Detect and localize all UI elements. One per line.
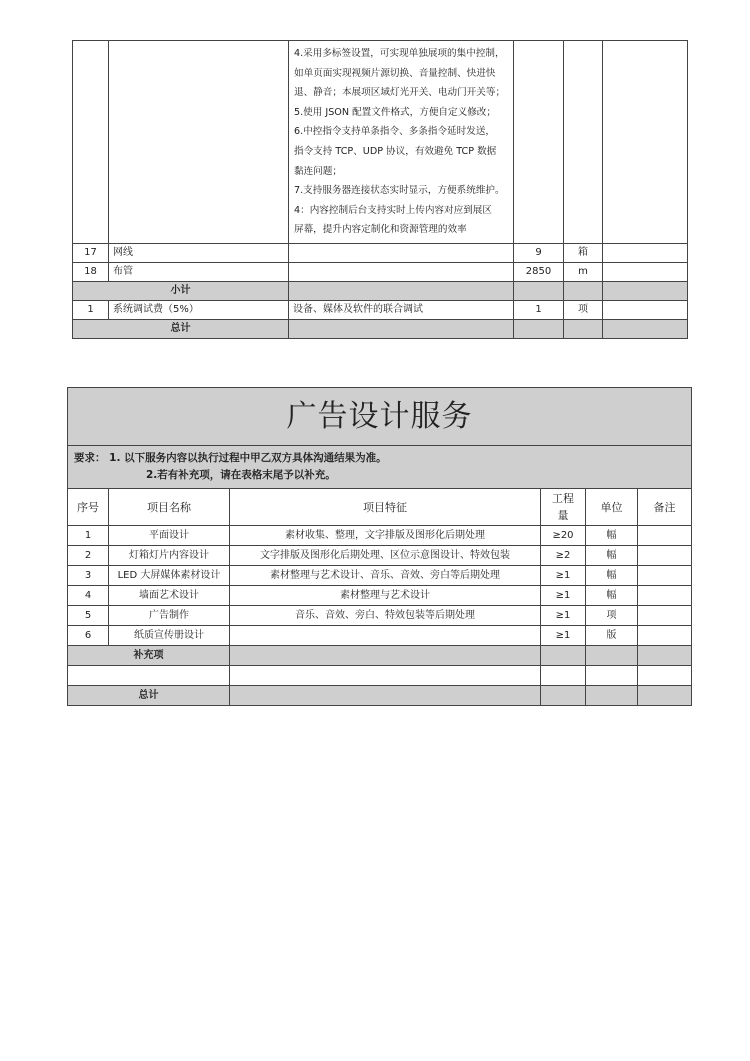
item-name: 平面设计 bbox=[109, 526, 230, 546]
header-name: 项目名称 bbox=[109, 489, 230, 526]
table-row bbox=[73, 41, 688, 244]
feature-line: 退、静音；本展项区域灯光开关、电动门开关等； bbox=[294, 87, 506, 99]
item-qty: 1 bbox=[514, 300, 564, 319]
equipment-table-continued bbox=[72, 40, 688, 339]
feature-line: 如单页面实现视频片源切换、音量控制、快进快 bbox=[294, 67, 496, 79]
row-number: 18 bbox=[73, 262, 109, 281]
header-unit: 单位 bbox=[586, 489, 638, 526]
table-row bbox=[68, 586, 692, 606]
supplement-row bbox=[68, 646, 692, 666]
ad-design-service-table bbox=[67, 387, 692, 706]
total-row bbox=[68, 686, 692, 706]
item-qty: 9 bbox=[514, 243, 564, 262]
row-number: 1 bbox=[73, 300, 109, 319]
item-qty: ≥1 bbox=[541, 606, 586, 626]
row-number: 1 bbox=[68, 526, 109, 546]
blank-row bbox=[68, 666, 692, 686]
feature-cell bbox=[289, 41, 514, 244]
row-number: 5 bbox=[68, 606, 109, 626]
subtotal-row bbox=[73, 281, 688, 300]
feature-line: 7.支持服务器连接状态实时显示，方便系统维护。 bbox=[294, 185, 505, 197]
feature-line: 4：内容控制后台支持实时上传内容对应到展区 bbox=[294, 204, 492, 216]
table-row bbox=[68, 546, 692, 566]
item-name: 灯箱灯片内容设计 bbox=[109, 546, 230, 566]
item-name: 纸质宣传册设计 bbox=[109, 626, 230, 646]
item-unit: 箱 bbox=[564, 243, 603, 262]
item-name: LED 大屏媒体素材设计 bbox=[109, 566, 230, 586]
item-unit: m bbox=[564, 262, 603, 281]
requirement-line: 要求： 1. 以下服务内容以执行过程中甲乙双方具体沟通结果为准。 bbox=[74, 452, 387, 464]
header-no: 序号 bbox=[68, 489, 109, 526]
item-feature: 文字排版及图形化后期处理、区位示意图设计、特效包装 bbox=[230, 546, 541, 566]
table-row bbox=[68, 626, 692, 646]
table-header-row bbox=[68, 489, 692, 526]
item-name: 网线 bbox=[109, 243, 289, 262]
total-label: 总计 bbox=[73, 319, 289, 338]
item-name: 墙面艺术设计 bbox=[109, 586, 230, 606]
section-title: 广告设计服务 bbox=[68, 388, 692, 446]
total-row bbox=[73, 319, 688, 338]
table-row bbox=[68, 526, 692, 546]
item-qty: 2850 bbox=[514, 262, 564, 281]
item-note bbox=[638, 626, 692, 646]
item-note bbox=[603, 243, 688, 262]
item-unit: 版 bbox=[586, 626, 638, 646]
supplement-label: 补充项 bbox=[68, 646, 230, 666]
requirement-line: 2.若有补充项，请在表格末尾予以补充。 bbox=[146, 469, 336, 481]
header-feature: 项目特征 bbox=[230, 489, 541, 526]
item-qty: ≥2 bbox=[541, 546, 586, 566]
feature-line: 6.中控指令支持单条指令、多条指令延时发送， bbox=[294, 126, 496, 138]
item-unit: 项 bbox=[586, 606, 638, 626]
feature-line: 黏连问题； bbox=[294, 165, 342, 177]
feature-line: 4.采用多标签设置，可实现单独展项的集中控制， bbox=[294, 48, 505, 59]
item-qty: ≥1 bbox=[541, 586, 586, 606]
item-feature: 设备、媒体及软件的联合调试 bbox=[289, 300, 514, 319]
table-row bbox=[73, 300, 688, 319]
item-note bbox=[638, 526, 692, 546]
item-feature bbox=[289, 262, 514, 281]
header-qty-line1: 工程 bbox=[552, 492, 574, 505]
item-unit: 幅 bbox=[586, 546, 638, 566]
header-qty bbox=[541, 489, 586, 526]
feature-line: 屏幕，提升内容定制化和资源管理的效率 bbox=[294, 224, 467, 236]
item-feature bbox=[230, 626, 541, 646]
item-name: 布管 bbox=[109, 262, 289, 281]
total-label: 总计 bbox=[68, 686, 230, 706]
item-feature bbox=[289, 243, 514, 262]
feature-line: 指令支持 TCP、UDP 协议，有效避免 TCP 数据 bbox=[294, 145, 497, 157]
item-unit: 项 bbox=[564, 300, 603, 319]
item-note bbox=[638, 546, 692, 566]
item-feature: 音乐、音效、旁白、特效包装等后期处理 bbox=[230, 606, 541, 626]
item-feature: 素材收集、整理，文字排版及图形化后期处理 bbox=[230, 526, 541, 546]
row-number: 4 bbox=[68, 586, 109, 606]
table-row bbox=[68, 566, 692, 586]
item-qty: ≥1 bbox=[541, 626, 586, 646]
item-note bbox=[638, 586, 692, 606]
item-note bbox=[638, 566, 692, 586]
table-row bbox=[73, 243, 688, 262]
header-note: 备注 bbox=[638, 489, 692, 526]
item-note bbox=[603, 262, 688, 281]
item-qty: ≥1 bbox=[541, 566, 586, 586]
item-feature: 素材整理与艺术设计 bbox=[230, 586, 541, 606]
item-note bbox=[603, 300, 688, 319]
item-unit: 幅 bbox=[586, 566, 638, 586]
item-feature: 素材整理与艺术设计、音乐、音效、旁白等后期处理 bbox=[230, 566, 541, 586]
feature-line: 5.使用 JSON 配置文件格式，方便自定义修改； bbox=[294, 106, 496, 118]
row-number: 2 bbox=[68, 546, 109, 566]
table-row bbox=[68, 606, 692, 626]
item-unit: 幅 bbox=[586, 526, 638, 546]
subtotal-label: 小计 bbox=[73, 281, 289, 300]
item-qty: ≥20 bbox=[541, 526, 586, 546]
item-note bbox=[638, 606, 692, 626]
table-row bbox=[73, 262, 688, 281]
item-name: 系统调试费（5%） bbox=[109, 300, 289, 319]
item-unit: 幅 bbox=[586, 586, 638, 606]
row-number: 6 bbox=[68, 626, 109, 646]
requirements-note bbox=[68, 446, 692, 489]
header-qty-line2: 量 bbox=[557, 509, 569, 522]
row-number: 17 bbox=[73, 243, 109, 262]
row-number: 3 bbox=[68, 566, 109, 586]
item-name: 广告制作 bbox=[109, 606, 230, 626]
